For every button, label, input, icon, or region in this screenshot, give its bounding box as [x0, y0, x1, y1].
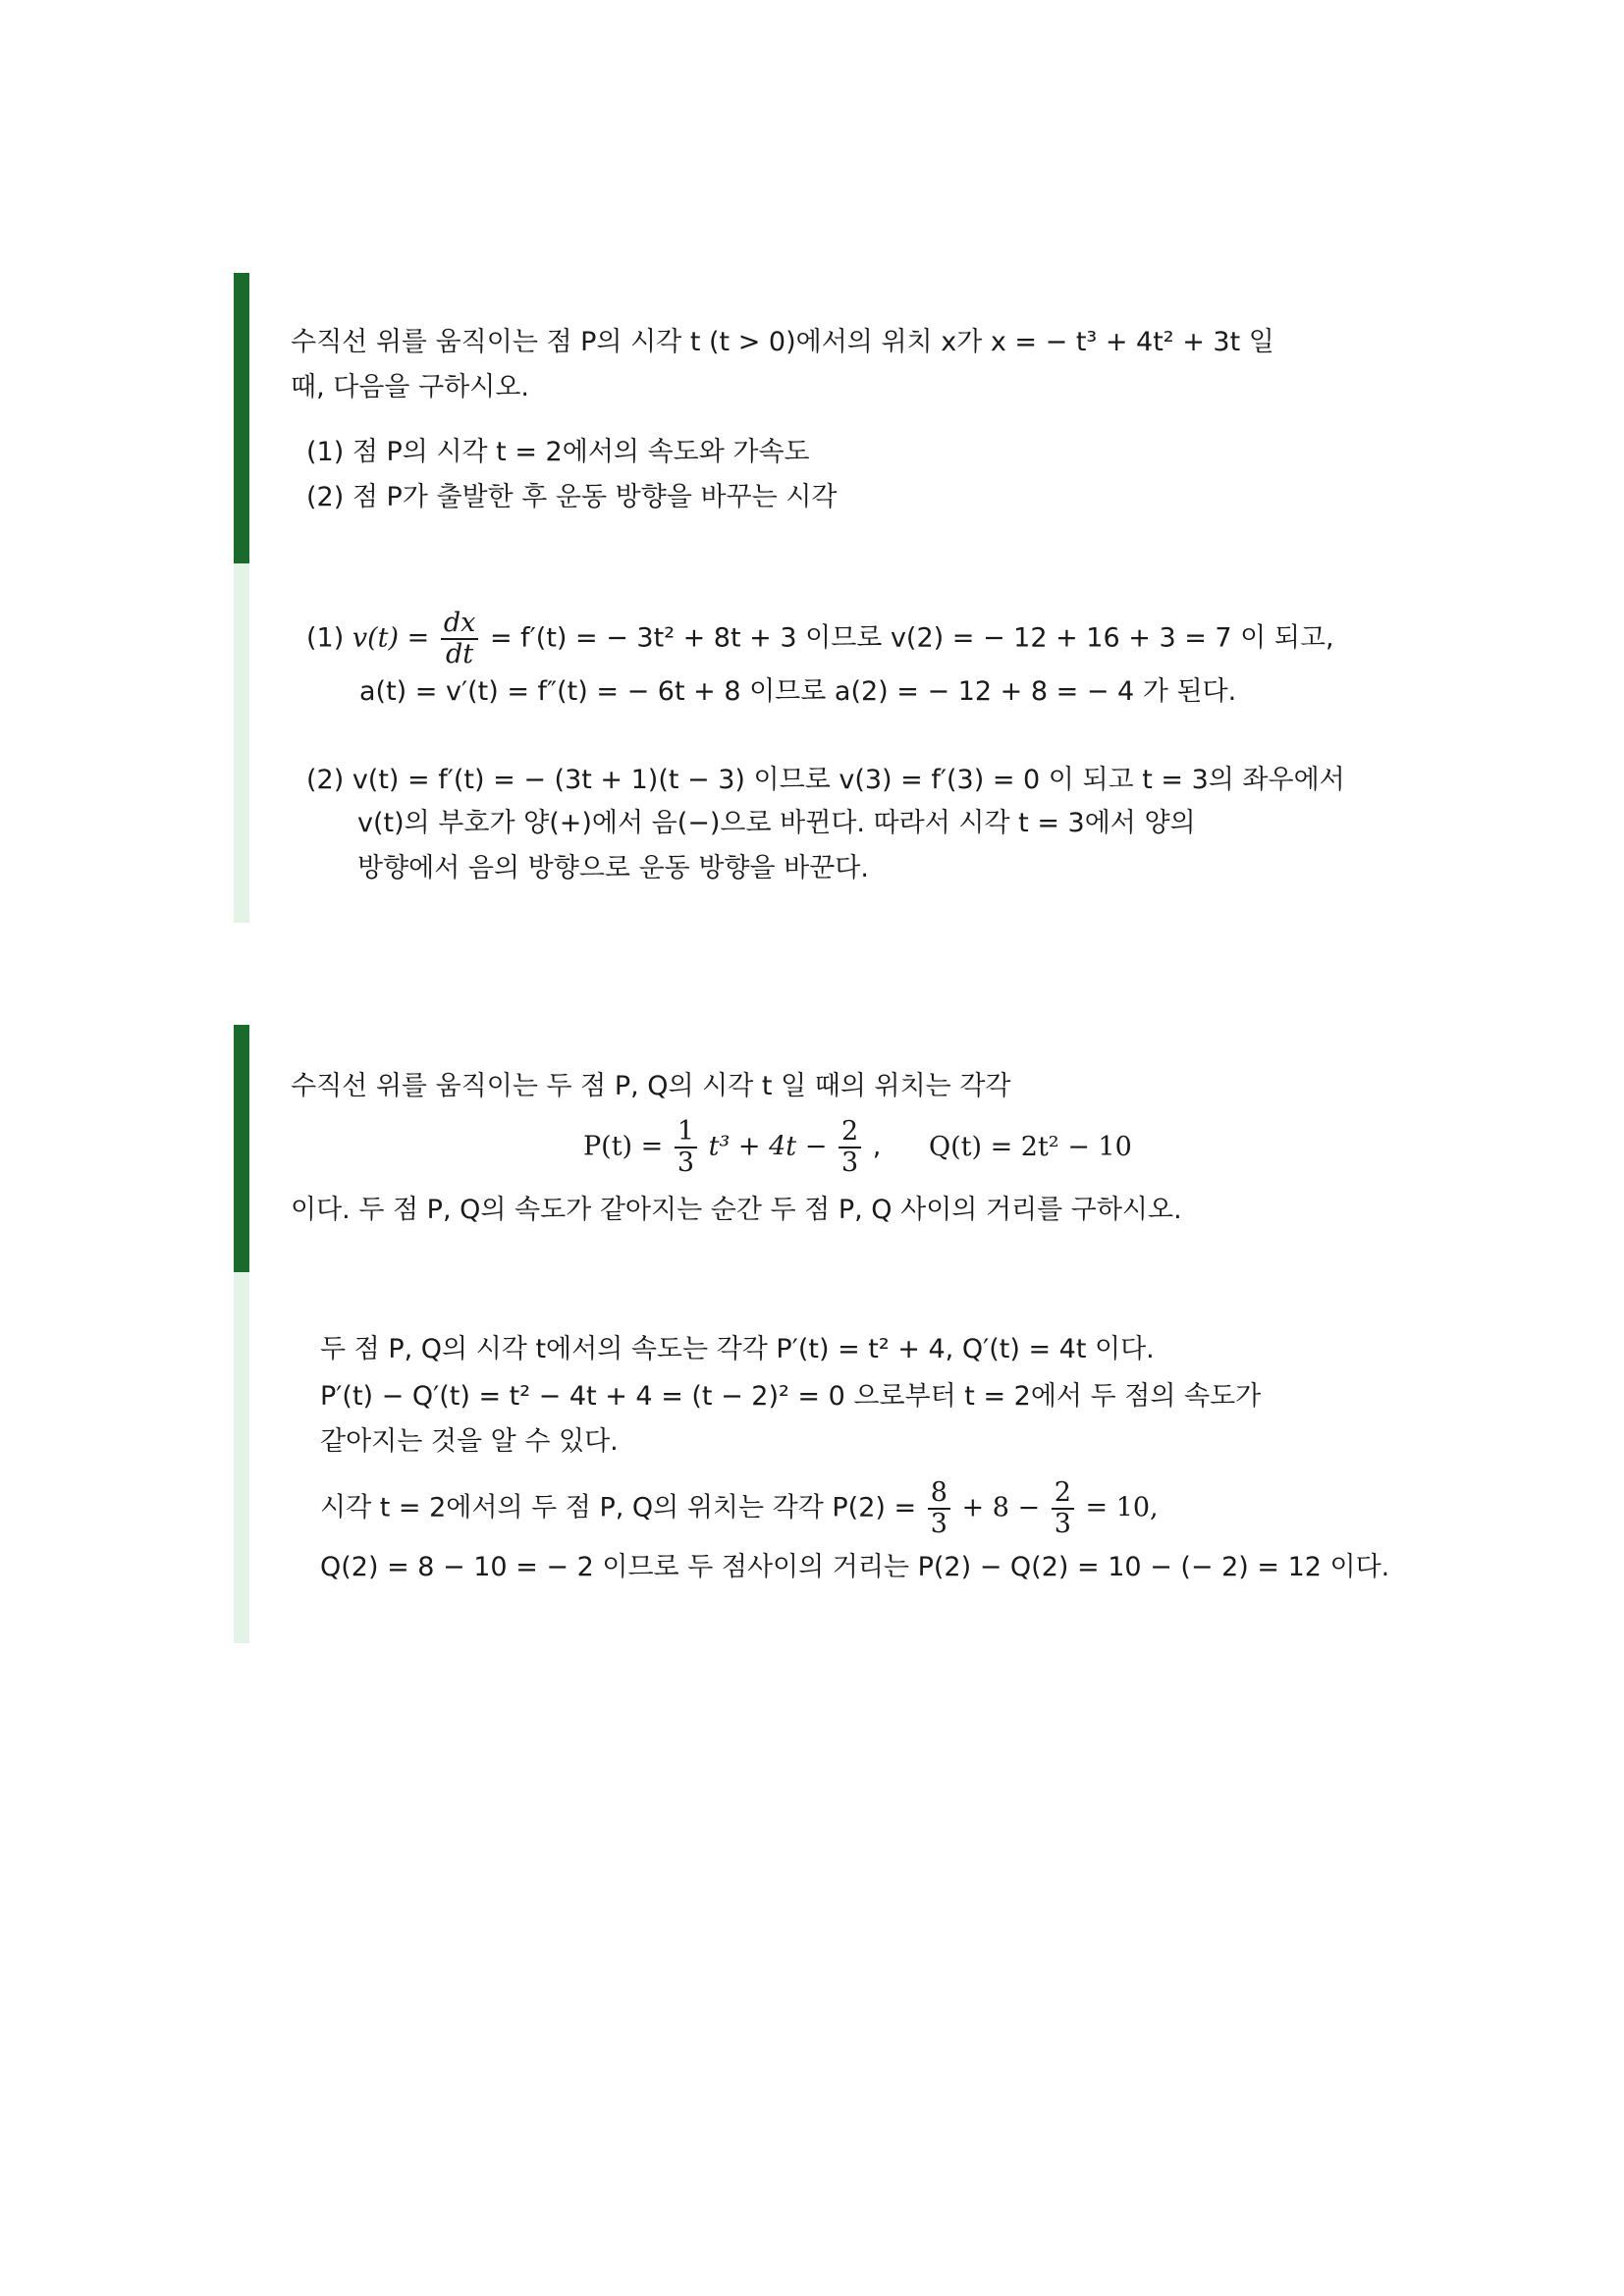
problem1-bar: [234, 273, 249, 563]
fraction-numerator: 2: [1052, 1478, 1074, 1510]
solution1-part1-line1: [306, 609, 1334, 669]
fraction-numerator: 8: [928, 1478, 950, 1510]
fraction-denominator: 3: [840, 1148, 859, 1178]
solution1-part2-line2: v(t)의 부호가 양(+)에서 음(−)으로 바뀐다. 따라서 시각 t = 3에서 양의: [357, 808, 1196, 838]
formula-p-fraction-2: [839, 1117, 861, 1178]
solution1-part1-label: (1): [306, 622, 345, 654]
solution1-bar: [234, 563, 249, 923]
solution1-part2-line3: 방향에서 음의 방향으로 운동 방향을 바꾼다.: [357, 853, 869, 883]
formula-p-mid: t³ + 4t −: [708, 1131, 828, 1162]
solution2-line3: 같아지는 것을 알 수 있다.: [320, 1426, 619, 1457]
solution2-bar: [234, 1272, 249, 1643]
formula-q: Q(t) = 2t² − 10: [928, 1131, 1132, 1162]
solution2-line2: P′(t) − Q′(t) = t² − 4t + 4 = (t − 2)² = 0 으로부터 t = 2에서 두 점의 속도가: [320, 1381, 1262, 1412]
problem2-formula: [583, 1117, 1132, 1178]
solution2-fraction-1: [928, 1478, 950, 1539]
solution1-part1-fraction: [441, 609, 479, 669]
fraction-numerator: 1: [675, 1117, 697, 1148]
solution2-line1: 두 점 P, Q의 시각 t에서의 속도는 각각 P′(t) = t² + 4, Q′(t) = 4t 이다.: [320, 1334, 1155, 1364]
solution2-line5: Q(2) = 8 − 10 = − 2 이므로 두 점사이의 거리는 P(2) − Q(2) = 10 − (− 2) = 12 이다.: [320, 1552, 1390, 1582]
fraction-denominator: dt: [446, 639, 474, 669]
fraction-denominator: 3: [930, 1509, 947, 1539]
problem2-statement-line1: 수직선 위를 움직이는 두 점 P, Q의 시각 t 일 때의 위치는 각각: [291, 1071, 1011, 1101]
fraction-numerator: 2: [839, 1117, 861, 1148]
solution2-line4: [320, 1478, 1159, 1539]
problem2-bar: [234, 1025, 249, 1272]
formula-p-end: ,: [872, 1131, 882, 1162]
solution1-part1-rhs: = f′(t) = − 3t² + 8t + 3 이므로 v(2) = − 12 + 16 + 3 = 7 이 되고,: [489, 622, 1334, 654]
solution1-part1-lhs: v(t) =: [352, 622, 430, 654]
problem1-sub1: (1) 점 P의 시각 t = 2에서의 속도와 가속도: [306, 437, 810, 467]
solution2-line4-mid: + 8 −: [961, 1492, 1041, 1523]
problem1-statement-line1: 수직선 위를 움직이는 점 P의 시각 t (t > 0)에서의 위치 x가 x = − t³ + 4t² + 3t 일: [291, 327, 1274, 357]
solution2-line4-end: = 10,: [1085, 1492, 1159, 1523]
solution2-line4-pre: 시각 t = 2에서의 두 점 P, Q의 위치는 각각 P(2) =: [320, 1492, 917, 1523]
solution1-part1-line2: a(t) = v′(t) = f″(t) = − 6t + 8 이므로 a(2) = − 12 + 8 = − 4 가 된다.: [359, 676, 1237, 707]
problem2-statement-line3: 이다. 두 점 P, Q의 속도가 같아지는 순간 두 점 P, Q 사이의 거리를 구하시오.: [291, 1195, 1182, 1225]
formula-p-lhs: P(t) =: [583, 1131, 664, 1162]
formula-p-fraction-1: [675, 1117, 697, 1178]
solution2-fraction-2: [1052, 1478, 1074, 1539]
fraction-denominator: 3: [677, 1148, 695, 1178]
problem1-statement-line2: 때, 다음을 구하시오.: [291, 372, 529, 402]
problem1-sub2: (2) 점 P가 출발한 후 운동 방향을 바꾸는 시각: [306, 482, 838, 512]
solution1-part2-line1: (2) v(t) = f′(t) = − (3t + 1)(t − 3) 이므로 v(3) = f′(3) = 0 이 되고 t = 3의 좌우에서: [306, 765, 1345, 795]
fraction-denominator: 3: [1054, 1509, 1071, 1539]
fraction-numerator: dx: [441, 609, 479, 640]
